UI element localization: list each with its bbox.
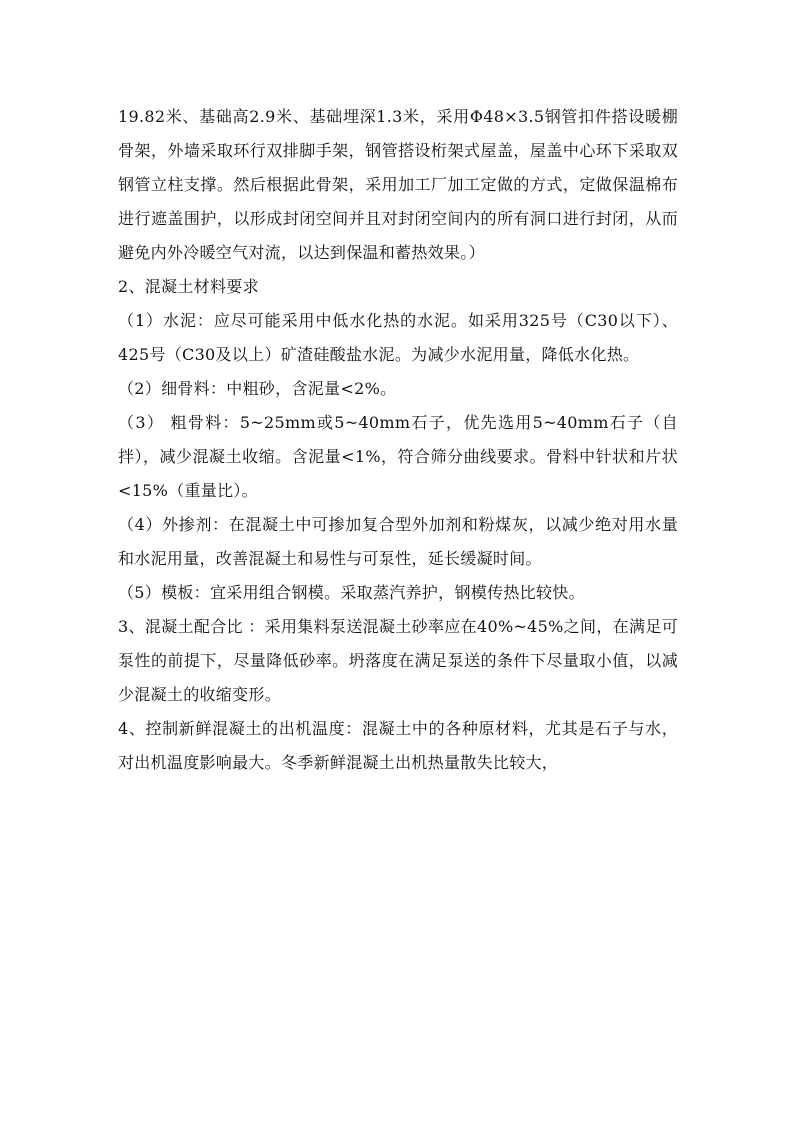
paragraph-fine-aggregate: （2）细骨料：中粗砂，含泥量<2%。 xyxy=(118,379,397,398)
document-body xyxy=(118,100,678,780)
paragraph-outlet-temperature: 4、控制新鲜混凝土的出机温度：混凝土中的各种原材料，尤其是石子与水，对出机温度影响最大。冬季新鲜混凝土出机热量散失比较大， xyxy=(118,719,678,772)
paragraph-admixture: （4）外掺剂：在混凝土中可掺加复合型外加剂和粉煤灰，以减少绝对用水量和水泥用量，改善混凝土和易性与可泵性，延长缓凝时间。 xyxy=(118,515,678,568)
paragraph-formwork: （5）模板：宜采用组合钢模。采取蒸汽养护，钢模传热比较快。 xyxy=(118,583,585,602)
paragraph-cement: （1）水泥：应尽可能采用中低水化热的水泥。如采用325号（C30以下）、425号（C30及以上）矿渣硅酸盐水泥。为减少水泥用量，降低水化热。 xyxy=(118,311,678,364)
paragraph-heating-shed: 19.82米、基础高2.9米、基础埋深1.3米，采用Φ48×3.5钢管扣件搭设暖棚骨架，外墙采取环行双排脚手架，钢管搭设桁架式屋盖，屋盖中心环下采取双钢管立柱支撑。然后根据此骨架，采用加工厂加工定做的方式，定做保温棉布进行遮盖围护，以形成封闭空间并且对封闭空间内的所有洞口进行封闭，从而避免内外冷暖空气对流，以达到保温和蓄热效果。） xyxy=(118,107,678,262)
paragraph-mix-ratio: 3、混凝土配合比 ：采用集料泵送混凝土砂率应在40%~45%之间，在满足可泵性的前提下，尽量降低砂率。坍落度在满足泵送的条件下尽量取小值，以减少混凝土的收缩变形。 xyxy=(118,617,678,704)
heading-material-requirements: 2、混凝土材料要求 xyxy=(118,277,259,296)
paragraph-coarse-aggregate: （3） 粗骨料：5~25mm或5~40mm石子，优先选用5~40mm石子（自拌），减少混凝土收缩。含泥量<1%，符合筛分曲线要求。骨料中针状和片状<15%（重量比）。 xyxy=(118,413,678,500)
